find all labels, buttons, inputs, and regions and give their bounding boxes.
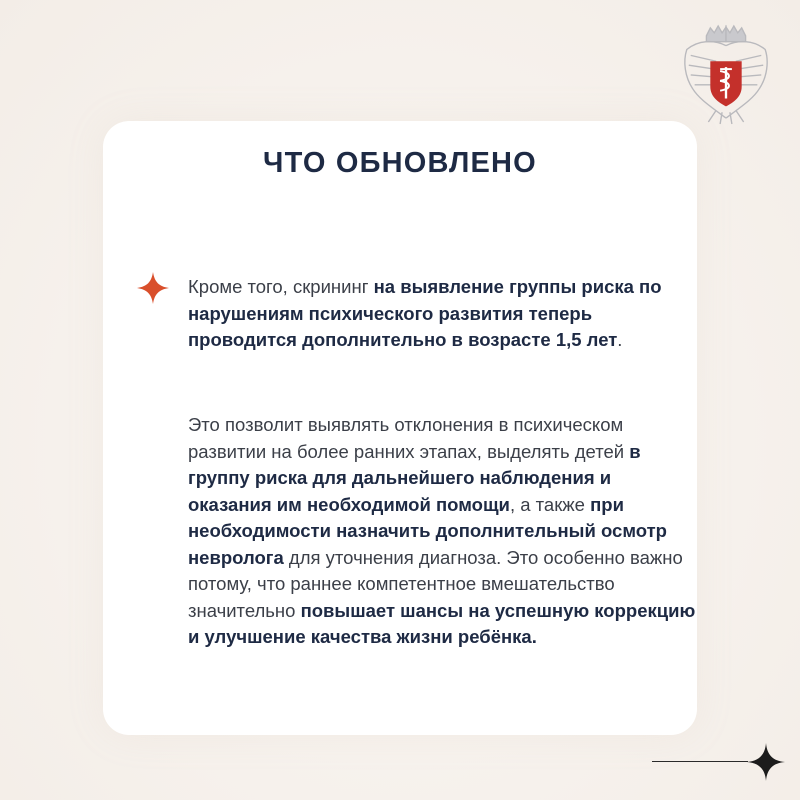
paragraph1-text-1: Кроме того, скрининг (188, 276, 374, 297)
paragraph2-text-1: Это позволит выявлять отклонения в психическом развитии на более ранних этапах, выделять детей (188, 414, 630, 462)
coat-of-arms-icon (677, 22, 775, 126)
paragraph2-bold-1: в группу риска для дальнейшего наблюдения и оказания им необходимой помощи (188, 440, 641, 515)
four-point-star-icon (137, 272, 169, 304)
paragraph2-bold-3: повышает шансы на успешную коррекцию и улучшение качества жизни ребёнка. (188, 599, 696, 647)
decorative-line (652, 761, 748, 762)
paragraph2-bold-2: при необходимости назначить дополнительный осмотр невролога (188, 493, 667, 568)
paragraph-screening (188, 274, 698, 354)
paragraph1-text-2: . (617, 329, 623, 350)
paragraph2-text-3: для уточнения диагноза. Это особенно важно потому, что раннее компетентное вмешательство значительно (188, 546, 683, 621)
paragraph-benefits (188, 412, 698, 651)
sparkle-star-icon (747, 743, 785, 781)
paragraph1-bold-1: на выявление группы риска по нарушениям психического развития теперь проводится дополнительно в возрасте 1,5 лет (188, 276, 662, 350)
paragraph2-text-2: , а также (509, 493, 591, 515)
page-title: ЧТО ОБНОВЛЕНО (263, 147, 537, 179)
